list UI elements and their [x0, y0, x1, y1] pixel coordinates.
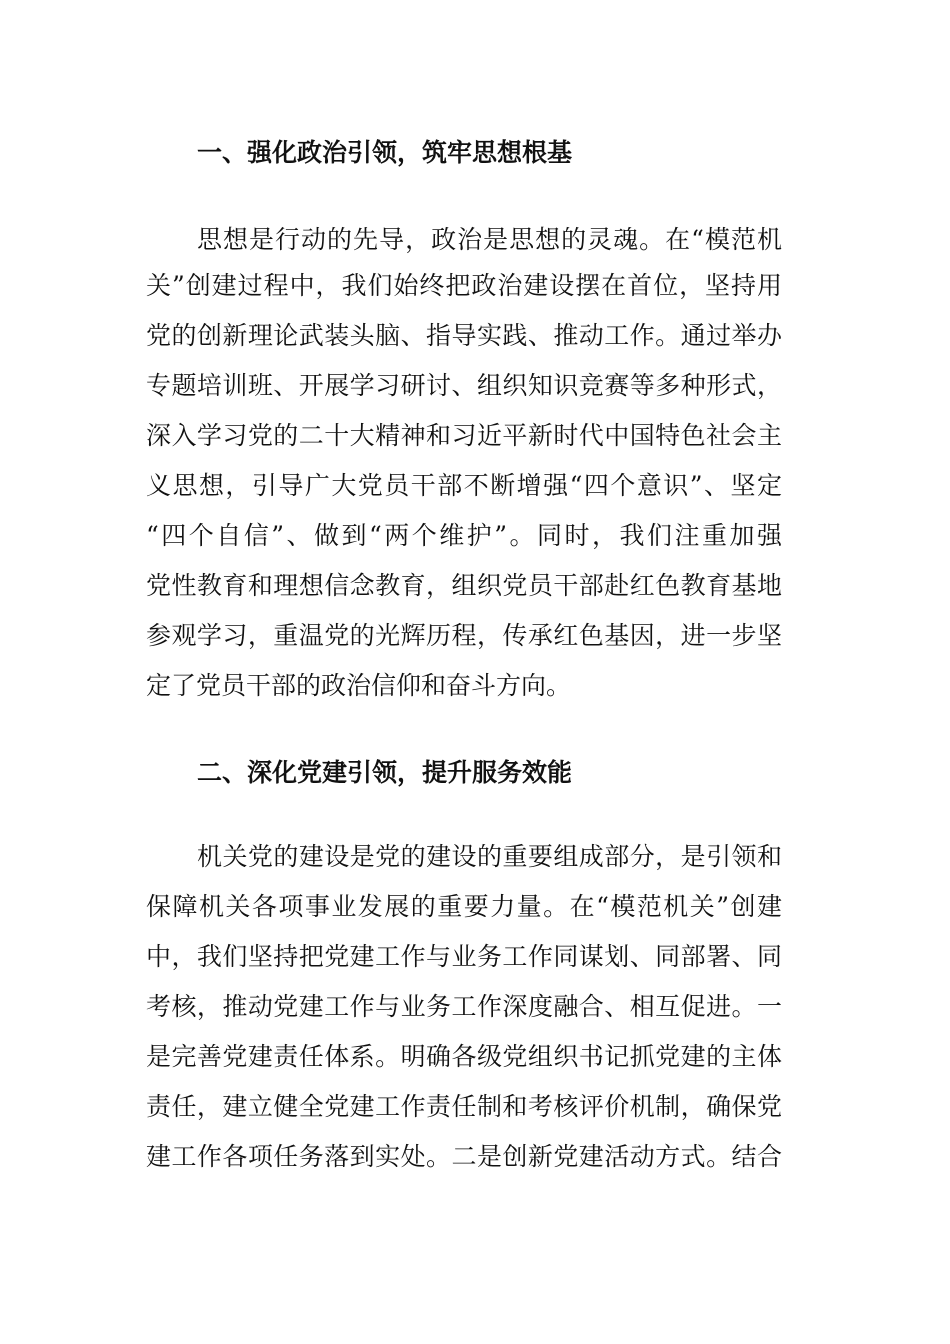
- section-2-line-3: 中，我们坚持把党建工作与业务工作同谋划、同部署、同: [146, 942, 782, 971]
- section-1-line-9: 参观学习，重温党的光辉历程，传承红色基因，进一步坚: [146, 621, 782, 650]
- section-1-line-10: 定了党员干部的政治信仰和奋斗方向。: [146, 671, 572, 700]
- section-1-line-4: 专题培训班、开展学习研讨、组织知识竞赛等多种形式，: [146, 371, 782, 400]
- section-2-paragraph-line: [0, 1137, 950, 1177]
- section-1-paragraph-line: [0, 516, 950, 556]
- section-1-heading: 一、强化政治引领，筑牢思想根基: [197, 138, 573, 167]
- section-1-paragraph-line: [0, 416, 950, 456]
- section-2-line-4: 考核，推动党建工作与业务工作深度融合、相互促进。一: [146, 992, 782, 1021]
- section-2-paragraph-line: [0, 837, 950, 877]
- section-1-line-5: 深入学习党的二十大精神和习近平新时代中国特色社会主: [146, 421, 782, 450]
- section-2-line-2: 保障机关各项事业发展的重要力量。在“模范机关”创建: [146, 892, 782, 921]
- section-1-paragraph-line: [0, 220, 950, 260]
- section-1-paragraph-line: [0, 266, 950, 306]
- section-2-paragraph-line: [0, 937, 950, 977]
- section-1-paragraph-line: [0, 616, 950, 656]
- section-1-line-8: 党性教育和理想信念教育，组织党员干部赴红色教育基地: [146, 571, 782, 600]
- section-2-line-1: 机关党的建设是党的建设的重要组成部分，是引领和: [197, 842, 782, 871]
- section-1-line-6: 义思想，引导广大党员干部不断增强“四个意识”、坚定: [146, 471, 782, 500]
- section-1-paragraph-last-line: [0, 666, 950, 706]
- section-1-paragraph-line: [0, 566, 950, 606]
- section-1-line-1: 思想是行动的先导，政治是思想的灵魂。在“模范机: [197, 225, 782, 254]
- section-2-paragraph-line: [0, 1037, 950, 1077]
- section-1-line-3: 党的创新理论武装头脑、指导实践、推动工作。通过举办: [146, 321, 782, 350]
- section-1-line-7: “四个自信”、做到“两个维护”。同时，我们注重加强: [146, 521, 782, 550]
- section-1-line-2: 关”创建过程中，我们始终把政治建设摆在首位，坚持用: [146, 271, 782, 300]
- section-2-paragraph-line: [0, 1087, 950, 1127]
- section-2-paragraph-line: [0, 887, 950, 927]
- section-1-paragraph-line: [0, 466, 950, 506]
- section-2-paragraph-line: [0, 987, 950, 1027]
- section-2-heading-line: [0, 753, 950, 793]
- section-1-paragraph-line: [0, 316, 950, 356]
- section-1-heading-line: [0, 133, 950, 173]
- section-2-line-5: 是完善党建责任体系。明确各级党组织书记抓党建的主体: [146, 1042, 782, 1071]
- section-2-line-6: 责任，建立健全党建工作责任制和考核评价机制，确保党: [146, 1092, 782, 1121]
- section-1-paragraph-line: [0, 366, 950, 406]
- section-2-heading: 二、深化党建引领，提升服务效能: [197, 758, 573, 787]
- section-2-line-7: 建工作各项任务落到实处。二是创新党建活动方式。结合: [146, 1142, 782, 1171]
